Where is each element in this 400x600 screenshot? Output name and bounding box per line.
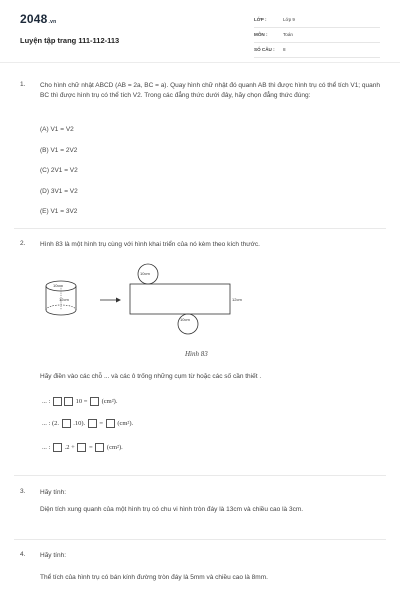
blank-box[interactable]: [77, 443, 86, 452]
fill-unit: (cm²).: [106, 444, 123, 451]
fill-text: .2 +: [64, 444, 75, 451]
blank-box[interactable]: [88, 419, 97, 428]
divider: [14, 475, 386, 476]
header: [0, 0, 400, 62]
option-e[interactable]: (E) V1 = 3V2: [40, 208, 78, 215]
question-3-text: Hãy tính:: [40, 489, 67, 496]
fill-text: .10).: [73, 420, 86, 427]
fill-line-2: [42, 419, 133, 431]
question-2-number: 2.: [20, 240, 26, 247]
bottom-circle-label: 10cm: [180, 317, 190, 322]
fill-text: =: [88, 444, 93, 451]
question-4-number: 4.: [20, 551, 26, 558]
blank-box[interactable]: [90, 397, 99, 406]
fill-prefix: ... :: [42, 398, 51, 405]
page-title: Luyện tập trang 111-112-113: [20, 36, 120, 45]
fill-prefix: ... :: [42, 444, 51, 451]
fill-text: =: [99, 420, 104, 427]
question-4-text: Hãy tính:: [40, 552, 67, 559]
rect-height-label: 12cm: [232, 297, 242, 302]
option-b[interactable]: (B) V1 = 2V2: [40, 147, 78, 154]
question-3-number: 3.: [20, 488, 26, 495]
option-d[interactable]: (D) 3V1 = V2: [40, 188, 78, 195]
meta-value: Toán: [283, 32, 293, 37]
meta-value: 8: [283, 47, 286, 52]
meta-class: [254, 15, 380, 28]
fill-text: (2.: [51, 420, 59, 427]
meta-value: Lớp 9: [283, 17, 295, 22]
meta-key: SỐ CÂU :: [254, 47, 275, 52]
fill-prefix: ... :: [42, 420, 51, 427]
header-divider: [0, 62, 400, 63]
fill-line-3: [42, 443, 123, 455]
divider: [14, 539, 386, 540]
fill-unit: (cm²).: [101, 398, 118, 405]
question-1-number: 1.: [20, 81, 26, 88]
fill-unit: (cm²).: [117, 420, 134, 427]
divider: [14, 228, 386, 229]
logo-tld: .vn: [48, 19, 57, 25]
question-3-sub: Diện tích xung quanh của một hình trụ có chu vi hình tròn đáy là 13cm và chiều cao là 3cm.: [40, 506, 304, 513]
question-1-text: Cho hình chữ nhật ABCD (AB = 2a, BC = a). Quay hình chữ nhật đó quanh AB thì được hình trụ có thể tích V1; quanh BC thì được hình trụ có thể tích V2. Trong các đẳng thức dưới đây, hãy chọn đẳng thức đúng:: [40, 82, 380, 99]
site-logo[interactable]: [20, 12, 56, 26]
blank-box[interactable]: [62, 419, 71, 428]
cylinder-height-label: 12cm: [59, 297, 69, 302]
top-circle-label: 10cm: [140, 271, 150, 276]
meta-count: [254, 45, 380, 58]
question-4-sub: Thể tích của hình trụ có bán kính đường tròn đáy là 5mm và chiều cao là 8mm.: [40, 574, 268, 581]
fill-text: 10 =: [75, 398, 88, 405]
figure-caption: Hình 83: [185, 350, 208, 358]
meta-key: LỚP :: [254, 17, 267, 22]
fill-line-1: [42, 397, 117, 409]
blank-box[interactable]: [95, 443, 104, 452]
blank-box[interactable]: [106, 419, 115, 428]
meta-subject: [254, 30, 380, 43]
blank-box[interactable]: [64, 397, 73, 406]
question-2-text: Hình 83 là một hình trụ cùng với hình khai triển của nó kèm theo kích thước.: [40, 241, 260, 248]
meta-key: MÔN :: [254, 32, 268, 37]
option-c[interactable]: (C) 2V1 = V2: [40, 167, 78, 174]
blank-box[interactable]: [53, 443, 62, 452]
blank-box[interactable]: [53, 397, 62, 406]
cylinder-top-label: 10cm: [53, 283, 63, 288]
question-2-instruction: Hãy điền vào các chỗ ... và các ô trống những cụm từ hoặc các số cần thiết .: [40, 373, 262, 380]
logo-text: 2048: [20, 12, 48, 26]
option-a[interactable]: (A) V1 = V2: [40, 126, 74, 133]
